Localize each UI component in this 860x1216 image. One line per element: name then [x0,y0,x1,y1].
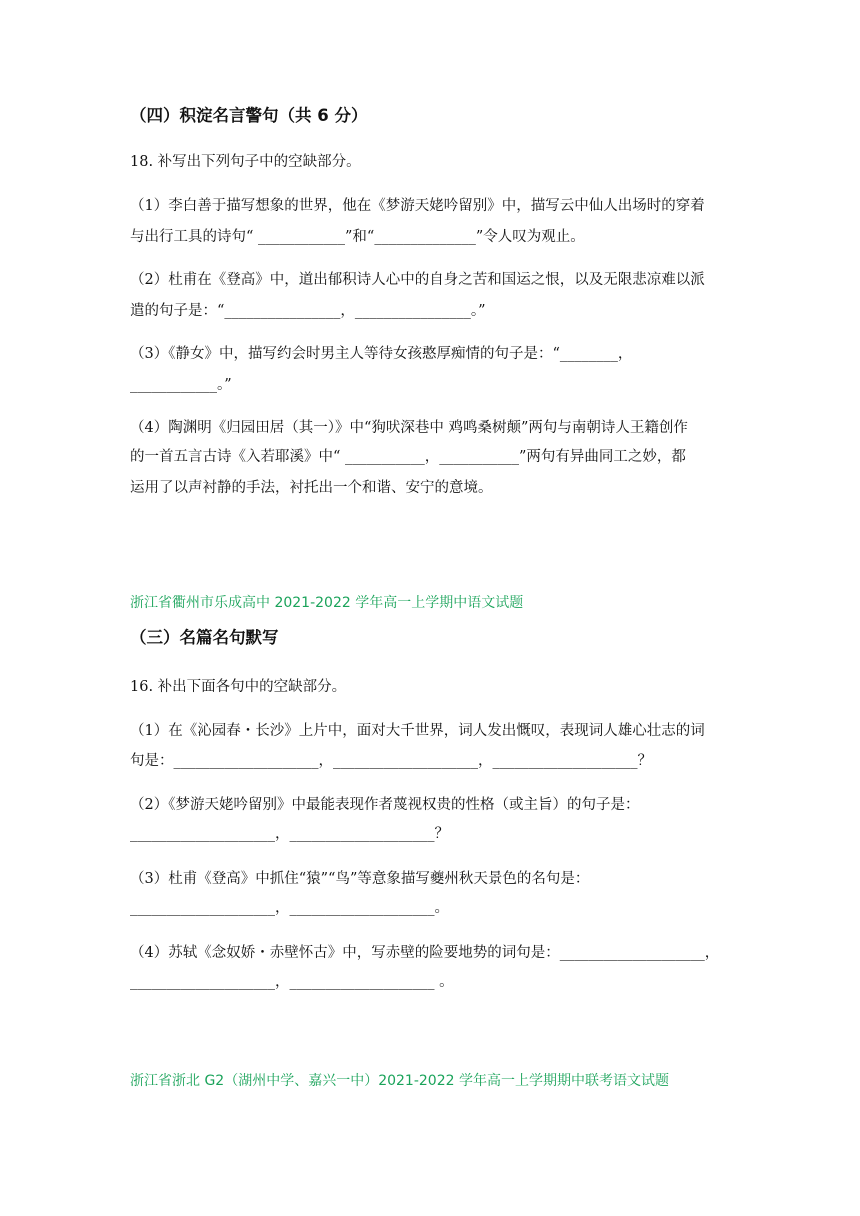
q16-item-3-line-1: （3）杜甫《登高》中抓住“猿”“鸟”等意象描写夔州秋天景色的名句是： [130,871,590,887]
section-4-heading: （四）积淀名言警句（共 6 分） [130,106,368,125]
question-16-stem: 16. 补出下面各句中的空缺部分。 [130,679,347,695]
q18-item-4-line-3: 运用了以声衬静的手法，衬托出一个和谐、安宁的意境。 [130,480,493,496]
q18-item-2-line-1: （2）杜甫在《登高》中，道出郁积诗人心中的自身之苦和国运之恨，以及无限悲凉难以派 [130,272,705,288]
q16-item-4-line-2: ____________________，____________________ 。 [130,974,454,990]
section-3-heading: （三）名篇名句默写 [130,628,279,647]
q18-item-3-line-1: （3）《静女》中，描写约会时男主人等待女孩憨厚痴情的句子是：“________， [130,346,633,362]
q16-item-4-line-1: （4）苏轼《念奴娇・赤壁怀古》中，写赤壁的险要地势的词句是：____________________， [130,945,720,961]
source-label-1: 浙江省衢州市乐成高中 2021-2022 学年高一上学期中语文试题 [130,595,524,611]
q18-item-1-line-1: （1）李白善于描写想象的世界，他在《梦游天姥吟留别》中，描写云中仙人出场时的穿着 [130,198,705,214]
q18-item-2-line-2: 遣的句子是：“________________，________________。” [130,303,486,319]
source-label-2: 浙江省浙北 G2（湖州中学、嘉兴一中）2021-2022 学年高一上学期期中联考语文试题 [130,1073,669,1089]
q18-item-4-line-1: （4）陶渊明《归园田居（其一）》中“狗吠深巷中 鸡鸣桑树颠”两句与南朝诗人王籍创作 [130,420,688,436]
q18-item-1-line-2: 与出行工具的诗句“ ____________”和“______________”令人叹为观止。 [130,229,585,245]
q16-item-2-line-1: （2）《梦游天姥吟留别》中最能表现作者蔑视权贵的性格（或主旨）的句子是： [130,797,640,813]
q16-item-1-line-1: （1）在《沁园春・长沙》上片中，面对大千世界，词人发出慨叹，表现词人雄心壮志的词 [130,723,705,739]
q16-item-1-line-2: 句是：____________________，____________________，____________________？ [130,753,652,769]
q18-item-3-line-2: ____________。” [130,377,232,393]
question-18-stem: 18. 补写出下列句子中的空缺部分。 [130,154,361,170]
q16-item-2-line-2: ____________________，____________________？ [130,826,449,842]
q18-item-4-line-2: 的一首五言古诗《入若耶溪》中“ ___________，___________”两句有异曲同工之妙，都 [130,449,686,465]
q16-item-3-line-2: ____________________，____________________。 [130,900,449,916]
